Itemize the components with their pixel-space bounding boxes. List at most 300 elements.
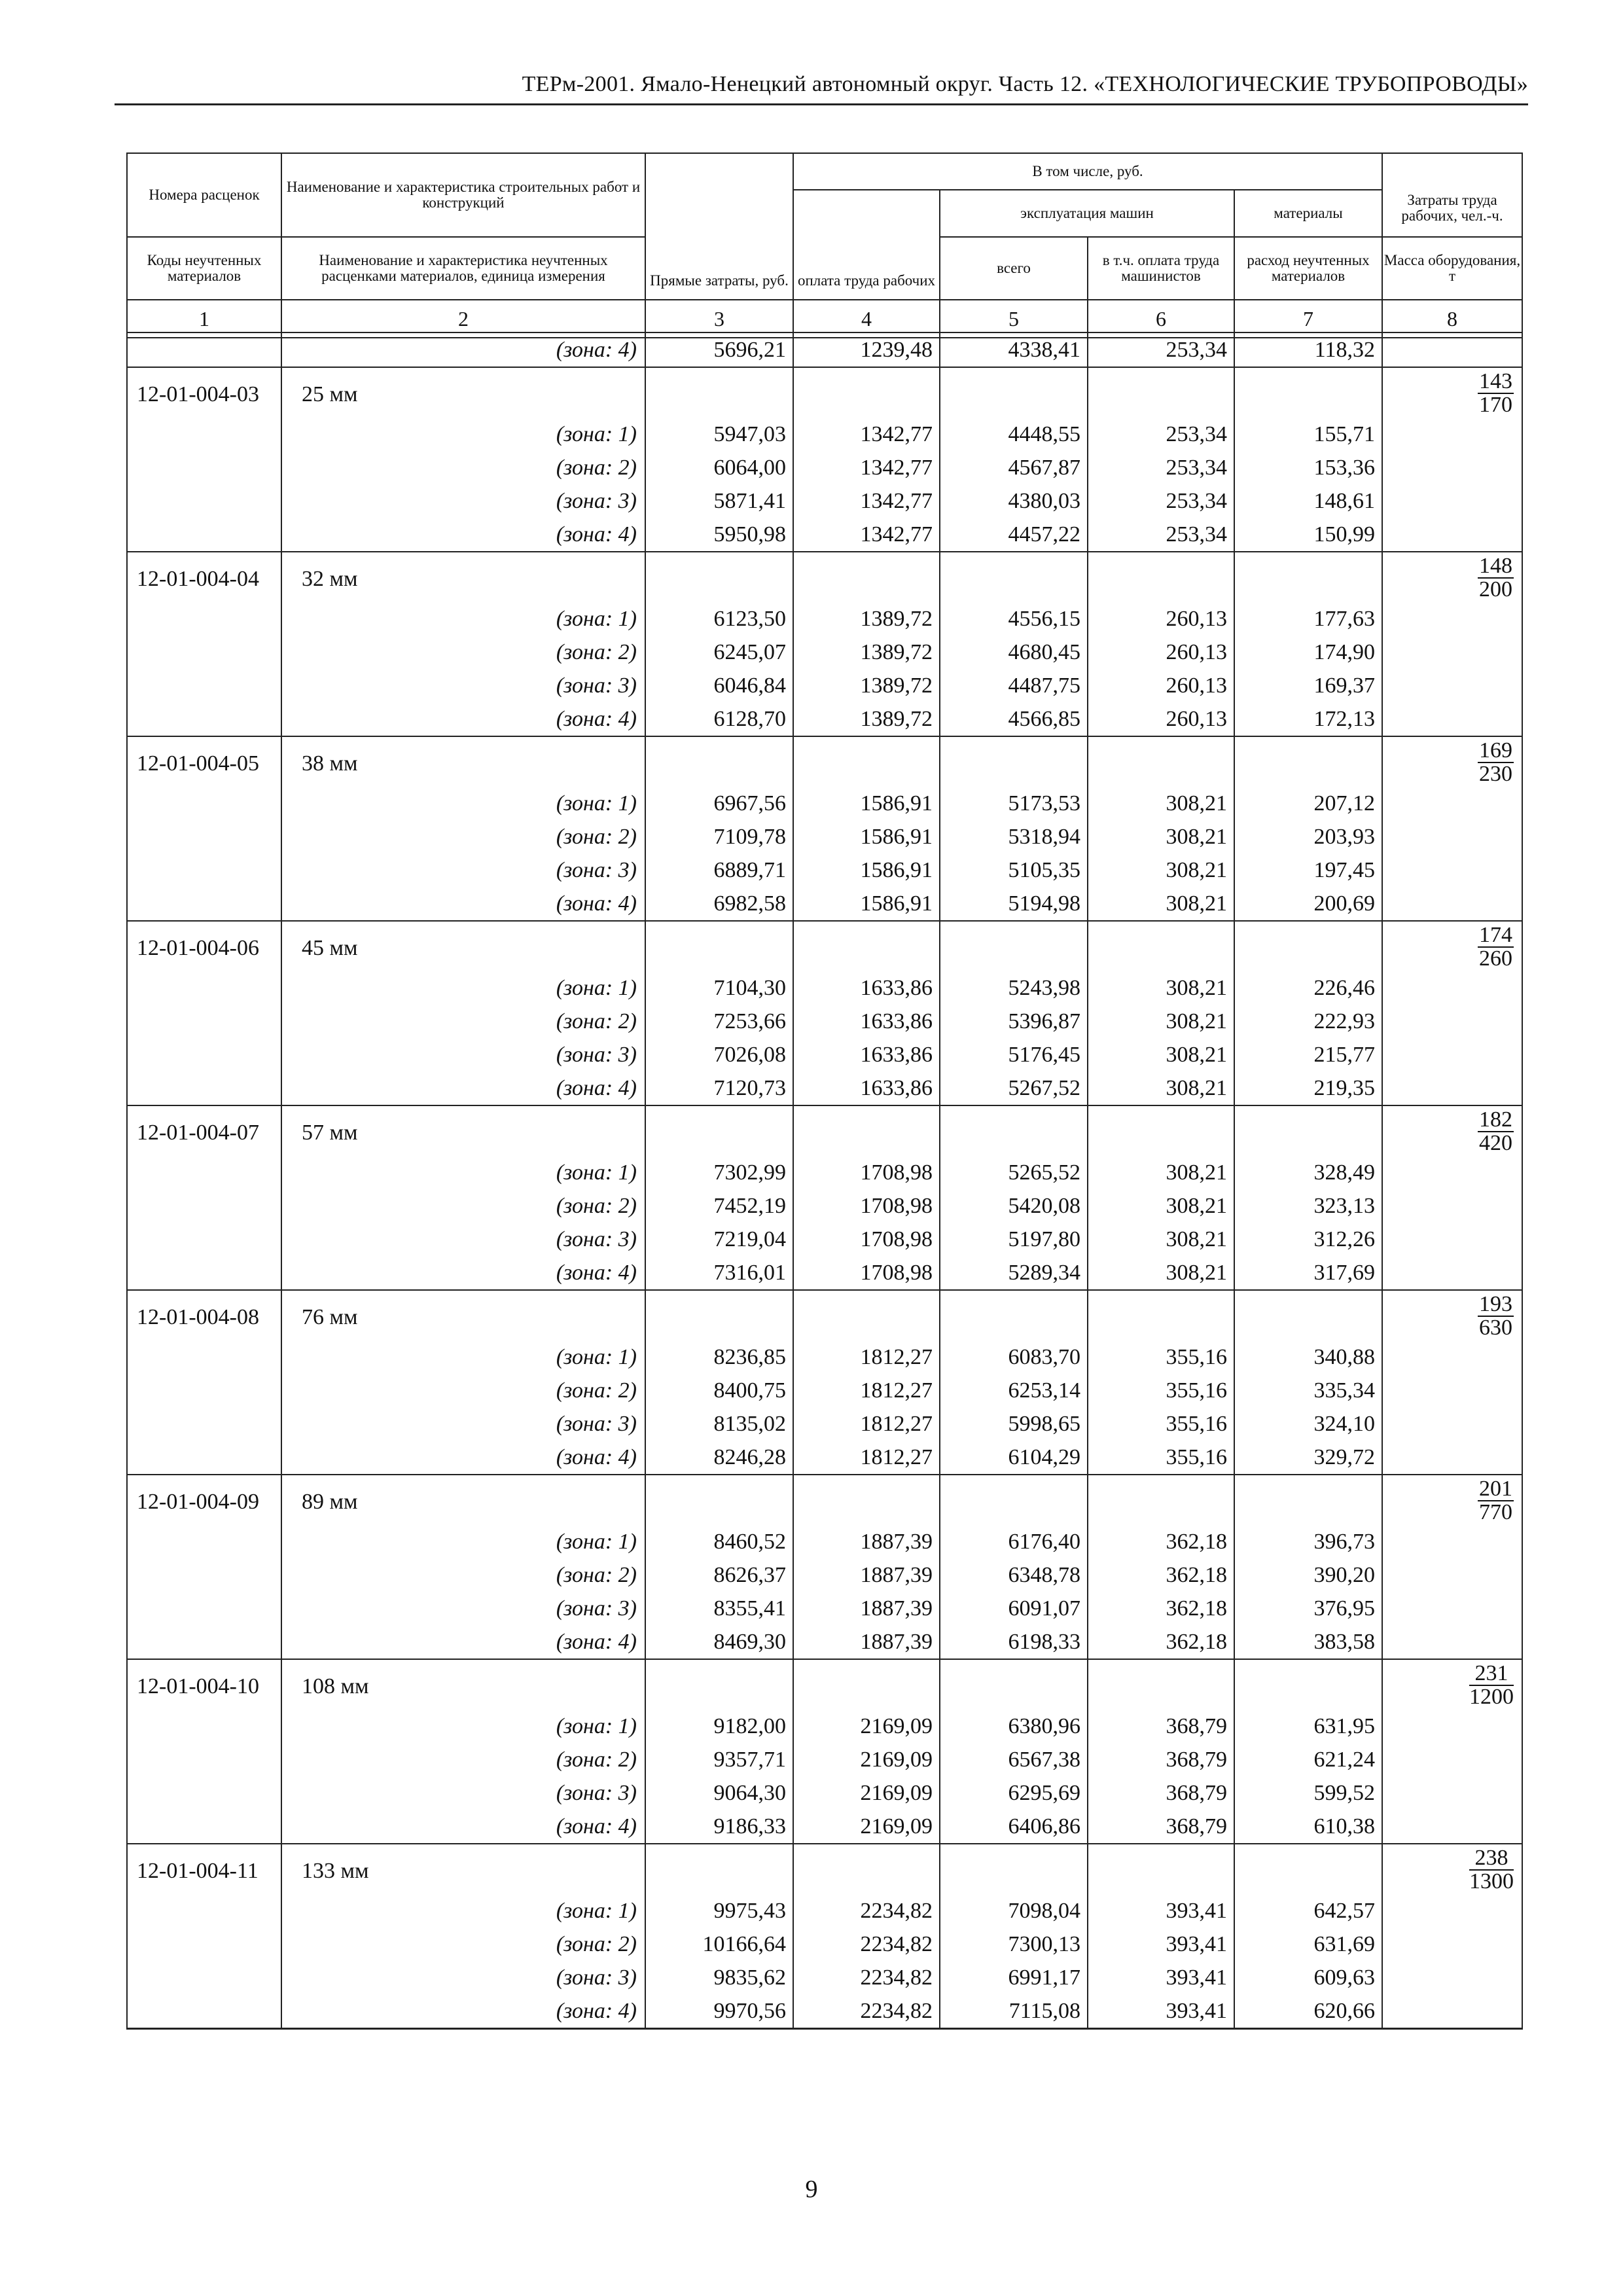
empty-cell <box>1088 921 1234 971</box>
value-c3: 6123,50 <box>645 602 793 636</box>
empty-cell <box>1382 1005 1522 1038</box>
value-c3: 9835,62 <box>645 1961 793 1994</box>
value-c4: 1389,72 <box>793 636 940 669</box>
empty-cell <box>127 669 281 702</box>
empty-cell <box>1382 1928 1522 1961</box>
value-c3: 7452,19 <box>645 1189 793 1223</box>
value-c7: 169,37 <box>1234 669 1382 702</box>
value-c3: 9970,56 <box>645 1994 793 2029</box>
empty-cell <box>1088 1290 1234 1340</box>
zone-label: (зона: 3) <box>281 853 645 887</box>
zone-row <box>127 1005 1522 1038</box>
empty-cell <box>1382 1374 1522 1407</box>
empty-cell <box>1382 602 1522 636</box>
value-c5: 4338,41 <box>940 332 1088 367</box>
fraction <box>1478 1293 1514 1339</box>
empty-cell <box>1382 1441 1522 1475</box>
zone-row <box>127 1592 1522 1625</box>
value-c5: 5420,08 <box>940 1189 1088 1223</box>
value-c5: 5396,87 <box>940 1005 1088 1038</box>
value-c3: 10166,64 <box>645 1928 793 1961</box>
value-c6: 362,18 <box>1088 1525 1234 1558</box>
value-c7: 383,58 <box>1234 1625 1382 1659</box>
value-c3: 6064,00 <box>645 451 793 484</box>
zone-label: (зона: 2) <box>281 1189 645 1223</box>
header-worker-pay: оплата труда рабочих <box>793 190 940 300</box>
labor-costs-value: 201 <box>1479 1477 1512 1501</box>
value-c6: 362,18 <box>1088 1558 1234 1592</box>
empty-cell <box>1234 367 1382 418</box>
value-c3: 8469,30 <box>645 1625 793 1659</box>
zone-label: (зона: 2) <box>281 1558 645 1592</box>
zone-row <box>127 1810 1522 1844</box>
empty-cell <box>1382 1558 1522 1592</box>
value-c4: 1633,86 <box>793 1038 940 1071</box>
zone-label: (зона: 4) <box>281 518 645 552</box>
empty-cell <box>127 1558 281 1592</box>
empty-cell <box>1382 1071 1522 1105</box>
value-c3: 8626,37 <box>645 1558 793 1592</box>
empty-cell <box>127 1994 281 2029</box>
empty-cell <box>127 1189 281 1223</box>
empty-cell <box>1382 1994 1522 2029</box>
value-c7: 150,99 <box>1234 518 1382 552</box>
empty-cell <box>127 820 281 853</box>
empty-cell <box>127 332 281 367</box>
empty-cell <box>127 1592 281 1625</box>
value-c3: 6128,70 <box>645 702 793 736</box>
value-c5: 5265,52 <box>940 1156 1088 1189</box>
labor-mass-fraction <box>1382 921 1522 971</box>
empty-cell <box>1234 1290 1382 1340</box>
value-c4: 1389,72 <box>793 669 940 702</box>
empty-cell <box>645 367 793 418</box>
zone-row <box>127 1894 1522 1928</box>
equipment-mass-value: 260 <box>1479 946 1512 971</box>
value-c4: 1342,77 <box>793 484 940 518</box>
value-c7: 396,73 <box>1234 1525 1382 1558</box>
fraction <box>1478 924 1514 970</box>
empty-cell <box>1088 736 1234 787</box>
value-c4: 1342,77 <box>793 518 940 552</box>
empty-cell <box>127 484 281 518</box>
zone-label: (зона: 4) <box>281 1810 645 1844</box>
value-c6: 393,41 <box>1088 1961 1234 1994</box>
value-c7: 317,69 <box>1234 1256 1382 1290</box>
empty-cell <box>940 367 1088 418</box>
value-c4: 1812,27 <box>793 1340 940 1374</box>
empty-cell <box>1382 853 1522 887</box>
empty-cell <box>1382 418 1522 451</box>
col-number: 6 <box>1088 300 1234 338</box>
value-c6: 308,21 <box>1088 853 1234 887</box>
rate-group-row <box>127 1659 1522 1710</box>
value-c7: 631,69 <box>1234 1928 1382 1961</box>
value-c3: 6982,58 <box>645 887 793 921</box>
empty-cell <box>940 1105 1088 1156</box>
rate-code: 12-01-004-03 <box>127 367 281 418</box>
value-c4: 2234,82 <box>793 1928 940 1961</box>
empty-cell <box>1382 971 1522 1005</box>
labor-mass-fraction <box>1382 1475 1522 1525</box>
zone-row <box>127 971 1522 1005</box>
value-c3: 7120,73 <box>645 1071 793 1105</box>
pipe-diameter: 32 мм <box>281 552 645 602</box>
value-c3: 6046,84 <box>645 669 793 702</box>
value-c4: 1812,27 <box>793 1441 940 1475</box>
value-c3: 5947,03 <box>645 418 793 451</box>
pipe-diameter: 38 мм <box>281 736 645 787</box>
value-c6: 308,21 <box>1088 1223 1234 1256</box>
header-equipment-mass: Масса оборудования, т <box>1382 237 1522 300</box>
empty-cell <box>1382 1525 1522 1558</box>
value-c6: 260,13 <box>1088 602 1234 636</box>
header-machines-total: всего <box>940 237 1088 300</box>
rate-group-row <box>127 552 1522 602</box>
value-c6: 260,13 <box>1088 669 1234 702</box>
value-c4: 1389,72 <box>793 602 940 636</box>
value-c4: 1887,39 <box>793 1525 940 1558</box>
zone-row <box>127 602 1522 636</box>
empty-cell <box>793 736 940 787</box>
zone-label: (зона: 1) <box>281 971 645 1005</box>
value-c5: 5289,34 <box>940 1256 1088 1290</box>
value-c6: 308,21 <box>1088 1189 1234 1223</box>
pipe-diameter: 25 мм <box>281 367 645 418</box>
value-c5: 6295,69 <box>940 1776 1088 1810</box>
equipment-mass-value: 1200 <box>1469 1685 1514 1709</box>
header-machine-operation: эксплуатация машин <box>940 190 1234 237</box>
value-c5: 4567,87 <box>940 451 1088 484</box>
value-c7: 376,95 <box>1234 1592 1382 1625</box>
header-labor-costs: Затраты труда рабочих, чел.-ч. <box>1382 153 1522 237</box>
empty-cell <box>127 1776 281 1810</box>
empty-cell <box>127 418 281 451</box>
value-c7: 328,49 <box>1234 1156 1382 1189</box>
rate-code: 12-01-004-08 <box>127 1290 281 1340</box>
col-number: 7 <box>1234 300 1382 338</box>
empty-cell <box>127 702 281 736</box>
empty-cell <box>127 1625 281 1659</box>
value-c6: 308,21 <box>1088 820 1234 853</box>
empty-cell <box>127 602 281 636</box>
empty-cell <box>127 1525 281 1558</box>
fraction <box>1478 555 1514 601</box>
value-c6: 308,21 <box>1088 1005 1234 1038</box>
empty-cell <box>127 1810 281 1844</box>
zone-label: (зона: 4) <box>281 1441 645 1475</box>
fraction <box>1478 1478 1514 1524</box>
col-number: 2 <box>281 300 645 338</box>
value-c3: 7253,66 <box>645 1005 793 1038</box>
empty-cell <box>1382 1340 1522 1374</box>
value-c7: 203,93 <box>1234 820 1382 853</box>
col-number: 1 <box>127 300 281 338</box>
value-c5: 5267,52 <box>940 1071 1088 1105</box>
rate-code: 12-01-004-11 <box>127 1844 281 1894</box>
value-c4: 2234,82 <box>793 1894 940 1928</box>
empty-cell <box>1234 1105 1382 1156</box>
zone-label: (зона: 4) <box>281 887 645 921</box>
zone-row <box>127 1710 1522 1743</box>
empty-cell <box>127 1407 281 1441</box>
empty-cell <box>1382 1710 1522 1743</box>
labor-mass-fraction <box>1382 736 1522 787</box>
pipe-diameter: 57 мм <box>281 1105 645 1156</box>
labor-costs-value: 174 <box>1479 923 1512 947</box>
equipment-mass-value: 770 <box>1479 1500 1512 1524</box>
zone-row <box>127 1071 1522 1105</box>
value-c7: 642,57 <box>1234 1894 1382 1928</box>
zone-label: (зона: 4) <box>281 702 645 736</box>
pipe-diameter: 133 мм <box>281 1844 645 1894</box>
value-c5: 6091,07 <box>940 1592 1088 1625</box>
value-c7: 207,12 <box>1234 787 1382 820</box>
value-c5: 6406,86 <box>940 1810 1088 1844</box>
empty-cell <box>127 1961 281 1994</box>
value-c7: 390,20 <box>1234 1558 1382 1592</box>
empty-cell <box>1234 736 1382 787</box>
zone-row <box>127 1625 1522 1659</box>
labor-mass-fraction <box>1382 1290 1522 1340</box>
zone-label: (зона: 3) <box>281 1223 645 1256</box>
equipment-mass-value: 420 <box>1479 1131 1512 1155</box>
empty-cell <box>1382 1223 1522 1256</box>
zone-label: (зона: 1) <box>281 1340 645 1374</box>
empty-cell <box>127 787 281 820</box>
empty-cell <box>645 552 793 602</box>
zone-row <box>127 702 1522 736</box>
pipe-diameter: 89 мм <box>281 1475 645 1525</box>
value-c7: 118,32 <box>1234 332 1382 367</box>
zone-label: (зона: 4) <box>281 1071 645 1105</box>
header-including: В том числе, руб. <box>793 153 1382 190</box>
value-c4: 1342,77 <box>793 451 940 484</box>
fraction <box>1478 370 1514 416</box>
empty-cell <box>1382 1894 1522 1928</box>
col-number: 4 <box>793 300 940 338</box>
value-c7: 200,69 <box>1234 887 1382 921</box>
value-c5: 4380,03 <box>940 484 1088 518</box>
value-c6: 355,16 <box>1088 1441 1234 1475</box>
empty-cell <box>127 1441 281 1475</box>
empty-cell <box>793 1659 940 1710</box>
empty-cell <box>645 1105 793 1156</box>
zone-label: (зона: 3) <box>281 1038 645 1071</box>
empty-cell <box>1382 484 1522 518</box>
value-c6: 362,18 <box>1088 1592 1234 1625</box>
labor-mass-fraction <box>1382 1659 1522 1710</box>
rate-group-row <box>127 736 1522 787</box>
empty-cell <box>127 1928 281 1961</box>
zone-row <box>127 1928 1522 1961</box>
value-c5: 7115,08 <box>940 1994 1088 2029</box>
value-c4: 1633,86 <box>793 1005 940 1038</box>
empty-cell <box>645 1844 793 1894</box>
fraction <box>1478 740 1514 785</box>
empty-cell <box>127 1256 281 1290</box>
value-c3: 7316,01 <box>645 1256 793 1290</box>
empty-cell <box>940 1659 1088 1710</box>
empty-cell <box>1088 1475 1234 1525</box>
value-c5: 4680,45 <box>940 636 1088 669</box>
value-c3: 8460,52 <box>645 1525 793 1558</box>
value-c5: 6380,96 <box>940 1710 1088 1743</box>
value-c4: 1586,91 <box>793 820 940 853</box>
empty-cell <box>940 1475 1088 1525</box>
pipe-diameter: 45 мм <box>281 921 645 971</box>
empty-cell <box>1234 1659 1382 1710</box>
value-c6: 253,34 <box>1088 518 1234 552</box>
empty-cell <box>1382 702 1522 736</box>
value-c7: 609,63 <box>1234 1961 1382 1994</box>
value-c3: 8236,85 <box>645 1340 793 1374</box>
zone-label: (зона: 2) <box>281 636 645 669</box>
page-number: 9 <box>805 2176 818 2203</box>
equipment-mass-value: 230 <box>1479 762 1512 786</box>
pipe-diameter: 108 мм <box>281 1659 645 1710</box>
zone-label: (зона: 3) <box>281 1776 645 1810</box>
value-c7: 599,52 <box>1234 1776 1382 1810</box>
zone-row <box>127 1156 1522 1189</box>
value-c3: 8400,75 <box>645 1374 793 1407</box>
zone-row <box>127 1223 1522 1256</box>
empty-cell <box>1088 1659 1234 1710</box>
fraction <box>1469 1847 1514 1893</box>
empty-cell <box>127 853 281 887</box>
empty-cell <box>127 1743 281 1776</box>
value-c7: 197,45 <box>1234 853 1382 887</box>
value-c4: 1887,39 <box>793 1558 940 1592</box>
value-c6: 253,34 <box>1088 332 1234 367</box>
value-c4: 2169,09 <box>793 1776 940 1810</box>
table-header <box>126 152 1523 338</box>
zone-row <box>127 820 1522 853</box>
rate-group-row <box>127 367 1522 418</box>
empty-cell <box>940 736 1088 787</box>
value-c4: 1812,27 <box>793 1407 940 1441</box>
page-header: ТЕРм-2001. Ямало-Ненецкий автономный округ. Часть 12. «ТЕХНОЛОГИЧЕСКИЕ ТРУБОПРОВОДЫ» <box>522 72 1528 96</box>
zone-label: (зона: 3) <box>281 1961 645 1994</box>
value-c6: 308,21 <box>1088 1256 1234 1290</box>
empty-cell <box>793 921 940 971</box>
zone-label: (зона: 1) <box>281 787 645 820</box>
value-c3: 6967,56 <box>645 787 793 820</box>
value-c5: 6104,29 <box>940 1441 1088 1475</box>
zone-row <box>127 1407 1522 1441</box>
rate-code: 12-01-004-07 <box>127 1105 281 1156</box>
rate-group-row <box>127 1844 1522 1894</box>
value-c5: 5173,53 <box>940 787 1088 820</box>
zone-label: (зона: 4) <box>281 1994 645 2029</box>
empty-cell <box>793 1475 940 1525</box>
value-c6: 368,79 <box>1088 1743 1234 1776</box>
empty-cell <box>1382 332 1522 367</box>
zone-row <box>127 887 1522 921</box>
zone-label: (зона: 1) <box>281 1710 645 1743</box>
value-c5: 7300,13 <box>940 1928 1088 1961</box>
empty-cell <box>1234 1475 1382 1525</box>
zone-label: (зона: 1) <box>281 1894 645 1928</box>
value-c6: 355,16 <box>1088 1340 1234 1374</box>
value-c5: 5105,35 <box>940 853 1088 887</box>
value-c6: 355,16 <box>1088 1407 1234 1441</box>
rate-code: 12-01-004-04 <box>127 552 281 602</box>
zone-row <box>127 451 1522 484</box>
empty-cell <box>1088 367 1234 418</box>
equipment-mass-value: 200 <box>1479 577 1512 601</box>
header-work-name: Наименование и характеристика строительных работ и конструкций <box>281 153 645 237</box>
zone-row <box>127 1743 1522 1776</box>
zone-label: (зона: 4) <box>281 1256 645 1290</box>
value-c5: 5176,45 <box>940 1038 1088 1071</box>
value-c5: 6253,14 <box>940 1374 1088 1407</box>
value-c5: 5243,98 <box>940 971 1088 1005</box>
rate-group-row <box>127 1475 1522 1525</box>
empty-cell <box>940 1844 1088 1894</box>
value-c6: 368,79 <box>1088 1710 1234 1743</box>
value-c3: 8355,41 <box>645 1592 793 1625</box>
zone-row <box>127 636 1522 669</box>
empty-cell <box>127 887 281 921</box>
zone-label: (зона: 2) <box>281 1374 645 1407</box>
value-c7: 155,71 <box>1234 418 1382 451</box>
zone-label: (зона: 1) <box>281 418 645 451</box>
value-c5: 6198,33 <box>940 1625 1088 1659</box>
empty-cell <box>793 1844 940 1894</box>
empty-cell <box>1382 1038 1522 1071</box>
value-c6: 393,41 <box>1088 1928 1234 1961</box>
header-material-names: Наименование и характеристика неучтенных расценками материалов, единица измерения <box>281 237 645 300</box>
empty-cell <box>793 1290 940 1340</box>
zone-row <box>127 1558 1522 1592</box>
value-c5: 6176,40 <box>940 1525 1088 1558</box>
zone-row <box>127 1525 1522 1558</box>
col-number: 5 <box>940 300 1088 338</box>
zone-label: (зона: 2) <box>281 1743 645 1776</box>
zone-row <box>127 1994 1522 2029</box>
labor-costs-value: 231 <box>1469 1662 1514 1686</box>
fraction <box>1478 1109 1514 1155</box>
value-c7: 621,24 <box>1234 1743 1382 1776</box>
labor-mass-fraction <box>1382 1105 1522 1156</box>
value-c4: 2169,09 <box>793 1743 940 1776</box>
value-c6: 368,79 <box>1088 1776 1234 1810</box>
empty-cell <box>1382 518 1522 552</box>
zone-row <box>127 332 1522 367</box>
value-c6: 308,21 <box>1088 1071 1234 1105</box>
value-c4: 1633,86 <box>793 1071 940 1105</box>
empty-cell <box>127 1038 281 1071</box>
zone-row <box>127 484 1522 518</box>
empty-cell <box>793 552 940 602</box>
header-machinist-pay: в т.ч. оплата труда машинистов <box>1088 237 1234 300</box>
rate-group-row <box>127 921 1522 971</box>
value-c3: 5696,21 <box>645 332 793 367</box>
value-c4: 1708,98 <box>793 1189 940 1223</box>
value-c3: 8135,02 <box>645 1407 793 1441</box>
empty-cell <box>645 736 793 787</box>
value-c6: 260,13 <box>1088 702 1234 736</box>
value-c3: 9975,43 <box>645 1894 793 1928</box>
rate-group-row <box>127 1290 1522 1340</box>
value-c5: 5318,94 <box>940 820 1088 853</box>
zone-label: (зона: 4) <box>281 1625 645 1659</box>
zone-label: (зона: 2) <box>281 820 645 853</box>
value-c4: 1586,91 <box>793 787 940 820</box>
empty-cell <box>1382 1189 1522 1223</box>
value-c4: 1342,77 <box>793 418 940 451</box>
